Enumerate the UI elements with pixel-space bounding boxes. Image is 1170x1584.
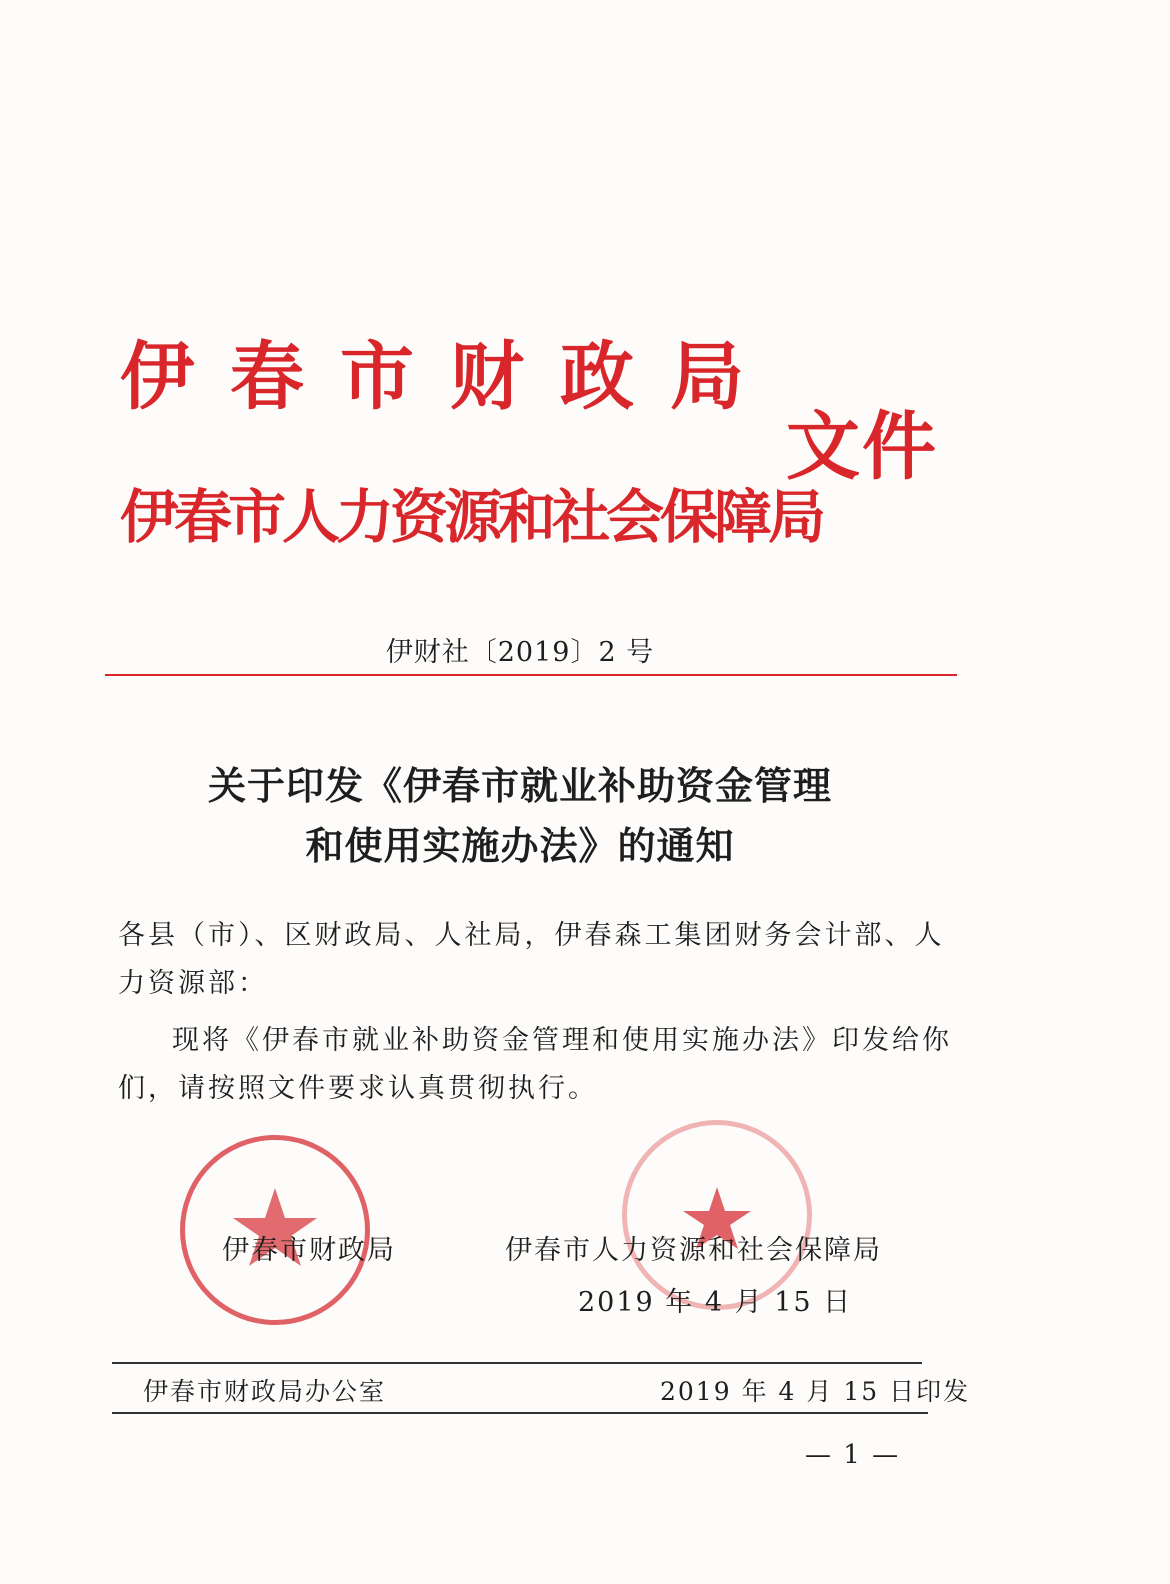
issuer-line-hr-bureau: 伊春市人力资源和社会保障局 (120, 483, 823, 551)
addressee-line-1: 各县（市）、区财政局、人社局，伊春森工集团财务会计部、人 (118, 920, 945, 951)
title-line-1: 关于印发《伊春市就业补助资金管理 (207, 764, 832, 808)
signature-finance-bureau: 伊春市财政局 (222, 1235, 396, 1266)
footer-rule-bottom (112, 1412, 928, 1414)
print-date: 2019 年 4 月 15 日印发 (660, 1377, 971, 1406)
red-divider (105, 674, 957, 676)
body-paragraph-line-1: 现将《伊春市就业补助资金管理和使用实施办法》印发给你 (172, 1025, 952, 1056)
body-paragraph-line-2: 们，请按照文件要求认真贯彻执行。 (118, 1073, 598, 1104)
addressee-line-2: 力资源部： (118, 968, 268, 999)
footer-rule-top (112, 1362, 922, 1364)
document-label: 文件 (786, 404, 938, 490)
title-line-2: 和使用实施办法》的通知 (305, 824, 735, 868)
signature-date: 2019 年 4 月 15 日 (578, 1287, 853, 1318)
document-number: 伊财社〔2019〕2 号 (385, 637, 655, 668)
issuer-line-finance-bureau: 伊春市财政局 (120, 334, 780, 420)
seal-star-icon (627, 1125, 807, 1305)
signature-hr-bureau: 伊春市人力资源和社会保障局 (505, 1235, 882, 1266)
issuing-office: 伊春市财政局办公室 (143, 1377, 387, 1406)
page-number: — 1 — (805, 1440, 901, 1470)
